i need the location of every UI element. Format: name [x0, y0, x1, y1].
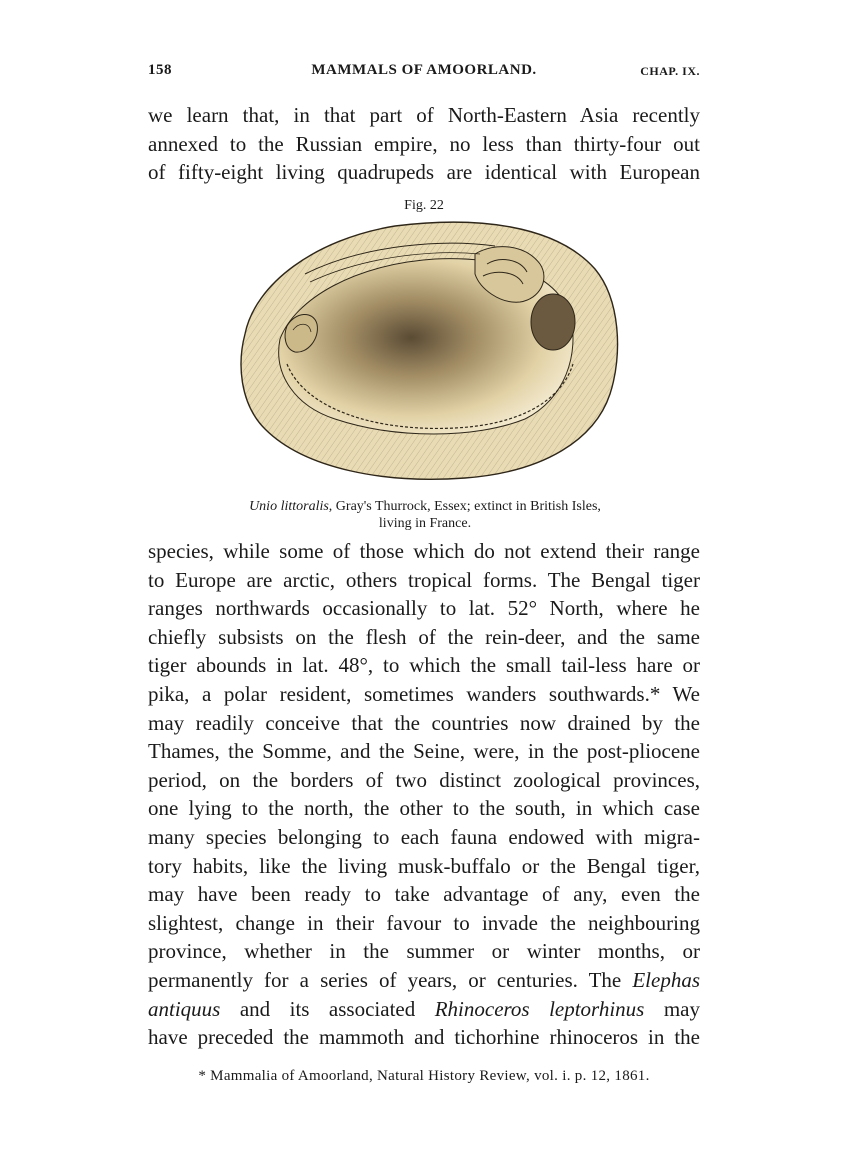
text-segment: may	[644, 996, 700, 1021]
text-line: have preceded the mammoth and tichorhine rhinoceros in the	[148, 1025, 700, 1050]
text-line: one lying to the north, the other to the south, in which case	[148, 796, 700, 821]
text-line: of fifty-eight living quadrupeds are identical with European	[148, 160, 700, 185]
shell-illustration	[225, 214, 625, 492]
italic-term: antiquus	[148, 996, 221, 1021]
caption-species: Unio littoralis	[249, 499, 329, 514]
text-segment: permanently for a series of years, or centuries. The	[148, 967, 622, 992]
text-line: province, whether in the summer or winter months, or	[148, 939, 700, 964]
italic-term: Rhinoceros leptorhinus	[434, 996, 645, 1021]
running-title: MAMMALS OF AMOORLAND.	[311, 62, 537, 78]
text-line: annexed to the Russian empire, no less than thirty-four out	[148, 131, 700, 156]
text-segment: and its associated	[220, 996, 435, 1021]
figure-label: Fig. 22	[404, 198, 444, 213]
text-line: species, while some of those which do not extend their range	[148, 539, 700, 563]
caption-text-line2: living in France.	[378, 516, 472, 531]
text-line: may readily conceive that the countries now drained by the	[148, 710, 700, 735]
text-line: ranges northwards occasionally to lat. 52° North, where he	[148, 596, 700, 621]
running-head	[148, 62, 700, 84]
text-line: period, on the borders of two distinct zoological provinces,	[148, 767, 700, 792]
text-line: Thames, the Somme, and the Seine, were, in the post-pliocene	[148, 739, 700, 764]
text-line: slightest, change in their favour to invade the neighbouring	[148, 910, 700, 935]
page-number: 158	[148, 62, 172, 78]
text-line	[148, 966, 700, 995]
text-line: we learn that, in that part of North-Eastern Asia recently	[148, 103, 700, 127]
text-line: pika, a polar resident, sometimes wanders southwards.* We	[148, 681, 700, 706]
italic-term: Elephas	[632, 967, 700, 992]
text-line: to Europe are arctic, others tropical forms. The Bengal tiger	[148, 567, 700, 592]
text-line: may have been ready to take advantage of any, even the	[148, 882, 700, 907]
text-line: tiger abounds in lat. 48°, to which the small tail-less hare or	[148, 653, 700, 678]
paragraph-main	[148, 537, 700, 1052]
text-line	[148, 995, 700, 1024]
figure-caption	[175, 498, 675, 532]
caption-text: , Gray's Thurrock, Essex; extinct in British Isles,	[328, 499, 601, 514]
text-line: chiefly subsists on the flesh of the rein-deer, and the same	[148, 624, 700, 649]
footnote: * Mammalia of Amoorland, Natural History Review, vol. i. p. 12, 1861.	[198, 1068, 650, 1084]
text-line: tory habits, like the living musk-buffalo or the Bengal tiger,	[148, 853, 700, 878]
text-line: many species belonging to each fauna endowed with migra-	[148, 824, 700, 849]
chapter-label: CHAP. IX.	[640, 64, 700, 78]
paragraph-top	[148, 101, 700, 187]
